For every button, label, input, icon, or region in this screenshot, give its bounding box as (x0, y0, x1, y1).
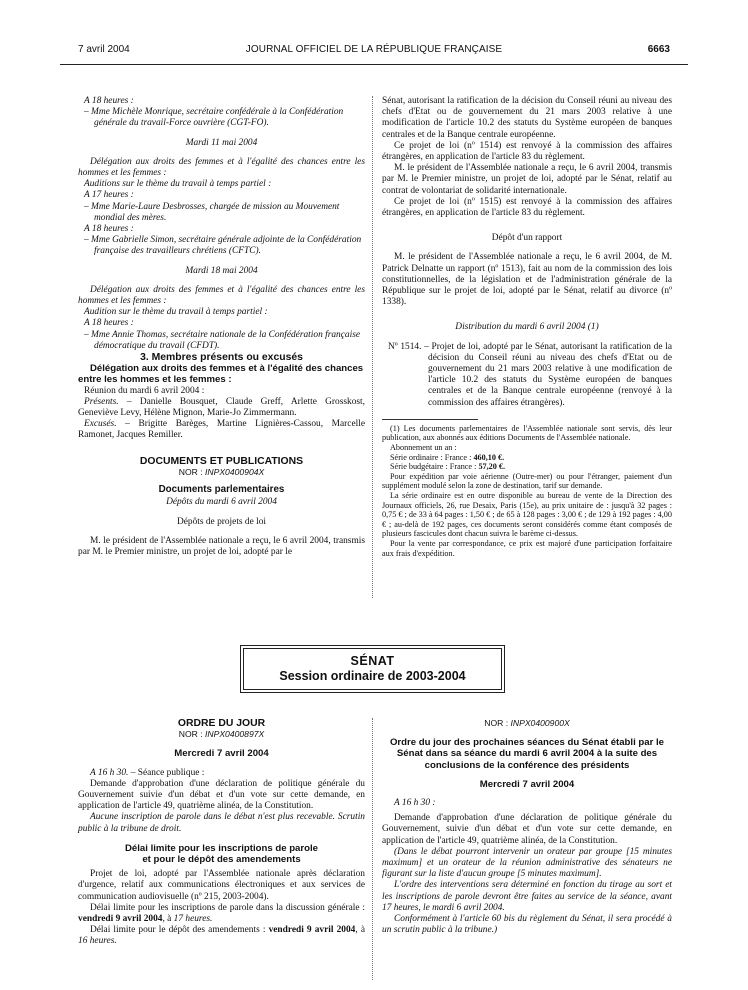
senat-section-banner (243, 648, 502, 690)
excused-members: Excusés. – Brigitte Barèges, Martine Lignières-Cassou, Marcelle Ramonet, Jacques Remiller. (78, 419, 365, 441)
body-paragraph: Sénat, autorisant la ratification de la décision du Conseil réuni au niveau des chefs d'Etat ou de gouvernement du 21 mars 2003 relative à une modification de l'article 10.2 des statuts du Système européen de banques centrales et de la Banque centrale européenne. (382, 96, 672, 140)
footnote: Pour expédition par voie aérienne (Outre-mer) ou pour l'étranger, paiement d'un supplément modulé selon la zone de destination, tarif sur demande. (382, 471, 672, 491)
footnote: Pour la vente par correspondance, ce prix est majoré d'une participation forfaitaire aux frais d'expédition. (382, 539, 672, 558)
time-label: A 18 heures : (84, 96, 134, 106)
distribution-entry: Nº 1514. – Projet de loi, adopté par le Sénat, autorisant la ratification de la décision du Conseil réuni au niveau des chefs d'Etat ou de gouvernement du 21 mars 2003 relative à une modification de l'article 10.2 des statuts du Système européen de banques centrales et de la Banque centrale européenne (renvoyé à la commission des affaires étrangères). (388, 341, 672, 408)
page-number: 6663 (647, 44, 670, 55)
nor-reference: NOR : INPX0400904X (178, 466, 265, 477)
hearing-entry: – Mme Marie-Laure Desbrosses, chargée de mission au Mouvement mondial des mères. (84, 201, 340, 223)
time-label: A 17 heures : (84, 190, 134, 201)
footnote: La série ordinaire est en outre disponible au bureau de vente de la Direction des Journaux officiels, 26, rue Desaix, Paris (15e), au prix unitaire de : jusqu'à 32 pages : 0,75 € ; de 33 à 64 pages : 1,50 € ; de 65 à 128 pages : 3,00 € ; de 129 à 192 pages : 4,00 € ; au-delà de 192 pages, ces documents seront considérés comme étant composés de plusieurs fascicules dont chacun suivra le barème ci-dessus. (382, 491, 672, 539)
time-label: A 18 heures : (84, 224, 134, 235)
audition-topic: Auditions sur le thème du travail à temps partiel : (84, 179, 272, 190)
body-paragraph: Ce projet de loi (nº 1515) est renvoyé à la commission des affaires étrangères, en application de l'article 83 du règlement. (382, 196, 672, 219)
hearing-entry: – Mme Annie Thomas, secrétaire nationale de la Confédération française démocratique du travail (CFDT). (84, 329, 361, 351)
senat-title: SÉNAT (350, 654, 395, 668)
right-column-top (382, 96, 672, 558)
footnote-price: Série budgétaire : France : 57,20 €. (390, 462, 506, 472)
documents-section-title: DOCUMENTS ET PUBLICATIONS (139, 455, 304, 467)
left-column-top (78, 96, 365, 558)
delegation-bold-heading: Délégation aux droits des femmes et à l'égalité des chances entre les hommes et les femmes : (78, 363, 364, 386)
session-date: Mardi 18 mai 2004 (185, 265, 258, 276)
left-column-bottom (78, 718, 365, 948)
delegation-heading: Délégation aux droits des femmes et à l'égalité des chances entre les hommes et les femmes : (78, 156, 365, 179)
journal-title: JOURNAL OFFICIEL DE LA RÉPUBLIQUE FRANÇAISE (245, 44, 503, 55)
body-paragraph: M. le président de l'Assemblée nationale a reçu, le 6 avril 2004, transmis par M. le Premier ministre, un projet de loi, adopté par le (78, 535, 365, 557)
depots-date: Dépôts du mardi 6 avril 2004 (166, 497, 277, 508)
session-title: Session ordinaire de 2003-2004 (279, 669, 466, 683)
session-date: Mardi 11 mai 2004 (185, 137, 258, 148)
body-paragraph: Demande d'approbation d'une déclaration de politique générale du Gouvernement suivie d'un débat et d'un vote sur cette demande, en application de l'article 49, quatrième alinéa, de la Constitution. (78, 778, 365, 812)
audition-topic: Audition sur le thème du travail à temps partiel : (84, 307, 268, 318)
hearing-entry: – Mme Michèle Monrique, secrétaire confédérale à la Confédération générale du travail-Force ouvrière (CGT-FO). (84, 107, 344, 129)
deadline-paragraph: Délai limite pour les inscriptions de parole dans la discussion générale : vendredi 9 avril 2004, à 17 heures. (78, 902, 365, 925)
depots-subheading: Dépôts de projets de loi (176, 516, 267, 527)
body-paragraph: Demande d'approbation d'une déclaration de politique générale du Gouvernement, suivie d'un débat et d'un vote sur cette demande, en application de l'article 49, quatrième alinéa, de la Constitution. (382, 813, 672, 846)
section-heading: 3. Membres présents ou excusés (140, 352, 303, 364)
depot-rapport-heading: Dépôt d'un rapport (491, 233, 563, 244)
meeting-date: Réunion du mardi 6 avril 2004 : (84, 385, 205, 396)
body-paragraph: M. le président de l'Assemblée nationale a reçu, le 6 avril 2004, transmis par M. le Premier ministre, un projet de loi, adopté par le Sénat, relatif au contrat de volontariat de solidarité internationale. (382, 163, 672, 196)
hearing-entry: – Mme Gabrielle Simon, secrétaire générale adjointe de la Confédération française des travailleurs chrétiens (CFTC). (84, 235, 362, 257)
footnotes (382, 424, 672, 558)
deadline-paragraph: Délai limite pour le dépôt des amendements : vendredi 9 avril 2004, à 16 heures. (78, 925, 365, 947)
session-date: Mercredi 7 avril 2004 (479, 778, 575, 790)
documents-parlementaires-heading: Documents parlementaires (158, 484, 285, 496)
delai-heading: et pour le dépôt des amendements (142, 854, 301, 866)
column-divider (372, 96, 373, 598)
footnote-price: Série ordinaire : France : 460,10 €. (390, 452, 505, 462)
body-paragraph: Aucune inscription de parole dans le débat n'est plus recevable. Scrutin public à la tribune de droit. (78, 812, 365, 834)
session-time: A 16 h 30 : (394, 798, 436, 809)
nor-reference: NOR : INPX0400900X (484, 718, 570, 728)
session-date: Mercredi 7 avril 2004 (174, 748, 269, 760)
ordre-du-jour-senat-title: Ordre du jour des prochaines séances du Sénat établi par le Sénat dans sa séance du mardi 6 avril 2004 à la suite des conclusions de la conférence des présidents (389, 737, 665, 771)
body-paragraph: Ce projet de loi (nº 1514) est renvoyé à la commission des affaires étrangères, en application de l'article 83 du règlement. (382, 140, 672, 163)
present-members: Présents. – Danielle Bousquet, Claude Greff, Arlette Grosskost, Geneviève Levy, Hélène Mignon, Marie-Jo Zimmermann. (78, 396, 365, 419)
body-paragraph: L'ordre des interventions sera déterminé en fonction du tirage au sort et les inscriptions de parole devront être faites au service de la séance, avant 17 heures, le mardi 6 avril 2004. (382, 880, 672, 913)
body-paragraph: (Dans le débat pourront intervenir un orateur par groupe [15 minutes maximum] et un orateur de la réunion administrative des sénateurs ne figurant sur la liste d'aucun groupe [5 minutes maximum]. (382, 846, 672, 880)
right-column-bottom (382, 718, 672, 936)
distribution-heading: Distribution du mardi 6 avril 2004 (1) (455, 322, 599, 333)
delai-heading: Délai limite pour les inscriptions de parole (125, 842, 318, 854)
time-label: A 18 heures : (84, 318, 134, 329)
page-header (78, 44, 670, 58)
header-date: 7 avril 2004 (78, 44, 130, 55)
delegation-heading: Délégation aux droits des femmes et à l'égalité des chances entre les hommes et les femmes : (78, 284, 365, 307)
nor-reference: NOR : INPX0400897X (178, 729, 265, 740)
body-paragraph: Projet de loi, adopté par l'Assemblée nationale après déclaration d'urgence, relatif aux communications électroniques et aux services de communication audiovisuelle (nº 215, 2003-2004). (78, 869, 365, 902)
header-rule (60, 64, 688, 65)
session-time: A 16 h 30. – Séance publique : (90, 767, 205, 778)
body-paragraph: Conformément à l'article 60 bis du règlement du Sénat, il sera procédé à un scrutin public à la tribune.) (382, 914, 672, 936)
column-divider (372, 718, 373, 980)
footnote: Abonnement un an : (390, 443, 457, 453)
ordre-du-jour-title: ORDRE DU JOUR (177, 718, 266, 729)
body-paragraph: M. le président de l'Assemblée nationale a reçu, le 6 avril 2004, de M. Patrick Delnatte un rapport (nº 1513), fait au nom de la commission des lois constitutionnelles, de la législation et de l'administration générale de la République sur le projet de loi, adopté par le Sénat, relatif au divorce (nº 1338). (382, 252, 672, 308)
footnote-rule (382, 419, 478, 420)
footnote: (1) Les documents parlementaires de l'Assemblée nationale sont servis, dès leur publication, aux abonnés aux éditions Documents de l'Assemblée nationale. (382, 423, 672, 443)
